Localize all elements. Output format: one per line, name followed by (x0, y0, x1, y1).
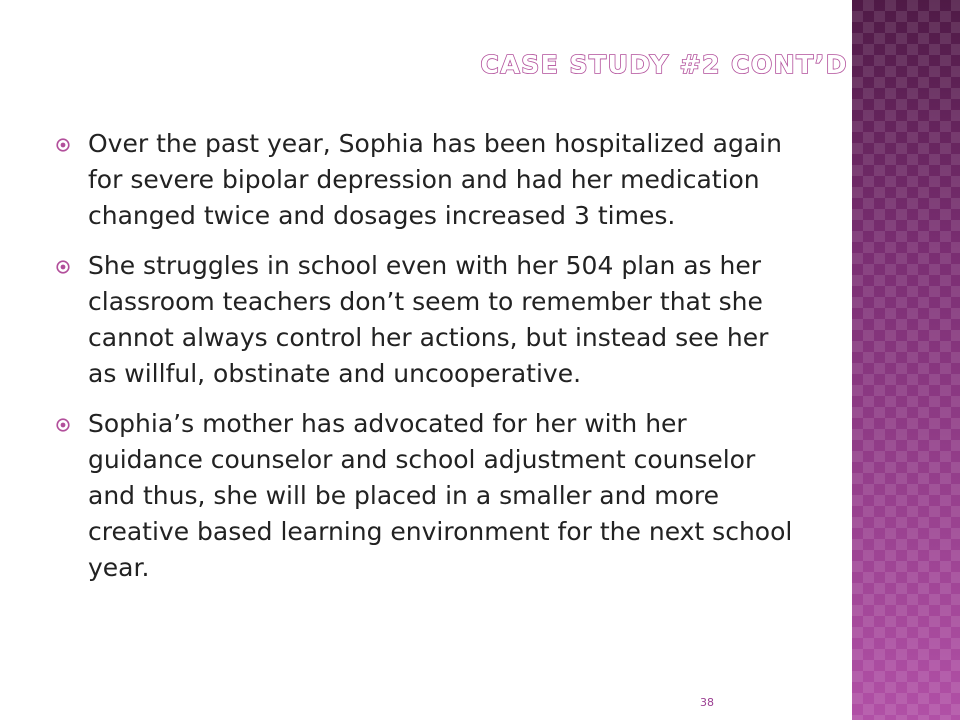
circled-dot-icon (56, 260, 70, 274)
bullet-text: Over the past year, Sophia has been hospitalized again for severe bipolar depression and had her medication changed twice and dosages increased 3 times. (88, 129, 782, 230)
bullet-item-2 (56, 248, 796, 392)
bullet-text: She struggles in school even with her 504 plan as her classroom teachers don’t seem to remember that she cannot always control her actions, but instead see her as willful, obstinate and uncooperative. (88, 251, 769, 388)
bullet-text: Sophia’s mother has advocated for her with her guidance counselor and school adjustment counselor and thus, she will be placed in a smaller and more creative based learning environment for the next school year. (88, 409, 793, 582)
bullet-item-1 (56, 126, 796, 234)
bullet-item-3 (56, 406, 796, 586)
bullet-list (56, 126, 796, 600)
decorative-side-panel (852, 0, 960, 720)
circled-dot-icon (56, 138, 70, 152)
page-number: 38 (700, 696, 714, 709)
circled-dot-icon (56, 418, 70, 432)
slide-title: CASE STUDY #2 CONT’D (480, 50, 848, 79)
